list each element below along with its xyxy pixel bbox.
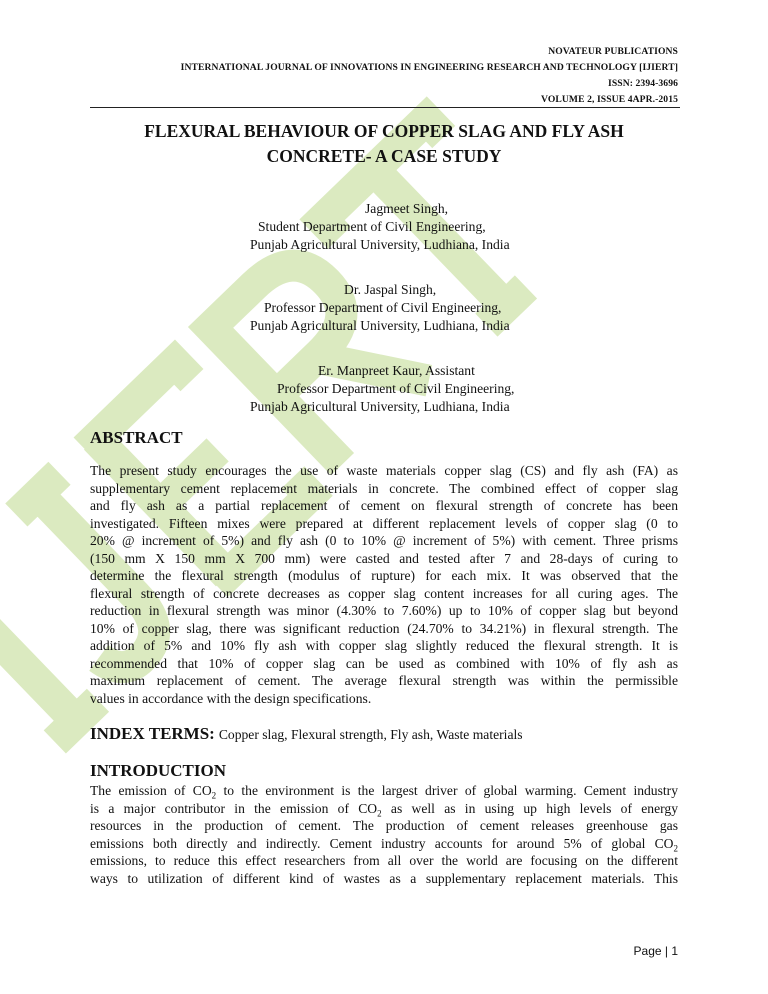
author-affiliation: Punjab Agricultural University, Ludhiana, India [250,399,510,414]
author-department: Professor Department of Civil Engineering, [277,381,515,396]
abstract-line: recommended that 10% of copper slag can be used as combined with 10% of fly ash as [90,655,678,671]
journal-name: INTERNATIONAL JOURNAL OF INNOVATIONS IN ENGINEERING RESEARCH AND TECHNOLOGY [IJIERT] [180,62,678,73]
author-affiliation: Punjab Agricultural University, Ludhiana, India [250,237,510,252]
index-terms [90,724,523,745]
abstract-line: 20% @ increment of 5%) and fly ash (0 to 10% @ increment of 5%) with cement. Three prisms [90,533,678,548]
intro-line: ways to utilization of different kind of wastes as a supplementary replacement materials. This [90,870,678,886]
abstract-line: The present study encourages the use of waste materials copper slag (CS) and fly ash (FA) as [90,463,678,478]
author-name: Dr. Jaspal Singh, [344,282,437,297]
abstract-line: supplementary cement replacement materials in concrete. The combined effect of copper slag [90,480,678,496]
intro-line: resources in the production of cement. The production of cement releases greenhouse gas [90,818,678,833]
author-department: Professor Department of Civil Engineering, [264,300,502,315]
volume-issue: VOLUME 2, ISSUE 4APR.-2015 [541,94,678,105]
issn: ISSN: 2394-3696 [608,78,678,89]
author-affiliation: Punjab Agricultural University, Ludhiana, India [250,318,510,333]
author-name: Jagmeet Singh, [365,201,449,216]
introduction-heading: INTRODUCTION [90,761,227,780]
paper-title-line1: FLEXURAL BEHAVIOUR OF COPPER SLAG AND FLY ASH [144,121,624,141]
page-number: Page | 1 [633,944,678,958]
intro-line: emissions, to reduce this effect researchers from all over the world are focusing on the different [90,853,678,868]
abstract-line: addition of 5% and 10% fly ash with copper slag slightly reduced the flexural strength. It is [90,638,678,653]
abstract-line: maximum replacement of cement. The average flexural strength was within the permissible [90,673,678,688]
intro-line: emissions both directly and indirectly. Cement industry accounts for around 5% of global $CO_2$ [90,835,678,854]
index-terms-heading: INDEX TERMS: [90,724,215,743]
abstract-line: reduction in flexural strength was minor (4.30% to 7.60%) up to 10% of copper slag but beyond [90,603,678,618]
abstract-heading: ABSTRACT [90,428,183,447]
author-department: Student Department of Civil Engineering, [258,219,486,234]
header-divider [90,107,680,108]
abstract-line: (150 mm X 150 mm X 700 mm) were casted and tested after 7 and 28-days of curing to [90,550,678,566]
abstract-line: 10% of copper slag, there was significant reduction (24.70% to 34.21%) in flexural strength. The [90,620,678,636]
abstract-line: flexural strength of concrete decreases as copper slag content increases for all curing ages. The [90,585,678,601]
abstract-line: investigated. Fifteen mixes were prepared at different replacement levels of copper slag (0 to [90,515,678,531]
author-name: Er. Manpreet Kaur, Assistant [318,363,475,378]
index-terms-text: Copper slag, Flexural strength, Fly ash, Waste materials [218,727,523,742]
paper-title-line2: CONCRETE- A CASE STUDY [266,146,502,166]
abstract-line: values in accordance with the design specifications. [90,690,372,706]
publisher-name: NOVATEUR PUBLICATIONS [548,46,678,57]
abstract-line: and fly ash as a partial replacement of cement on flexural strength of concrete has been [90,498,678,513]
abstract-line: determine the flexural strength (modulus of rupture) for each mix. It was observed that the [90,568,678,583]
intro-line: is a major contributor in the emission of $CO_2$ as well as in using up high levels of energy [90,800,678,819]
intro-line: The emission of $CO_2$ to the environment is the largest driver of global warming. Cement industry [90,783,678,801]
